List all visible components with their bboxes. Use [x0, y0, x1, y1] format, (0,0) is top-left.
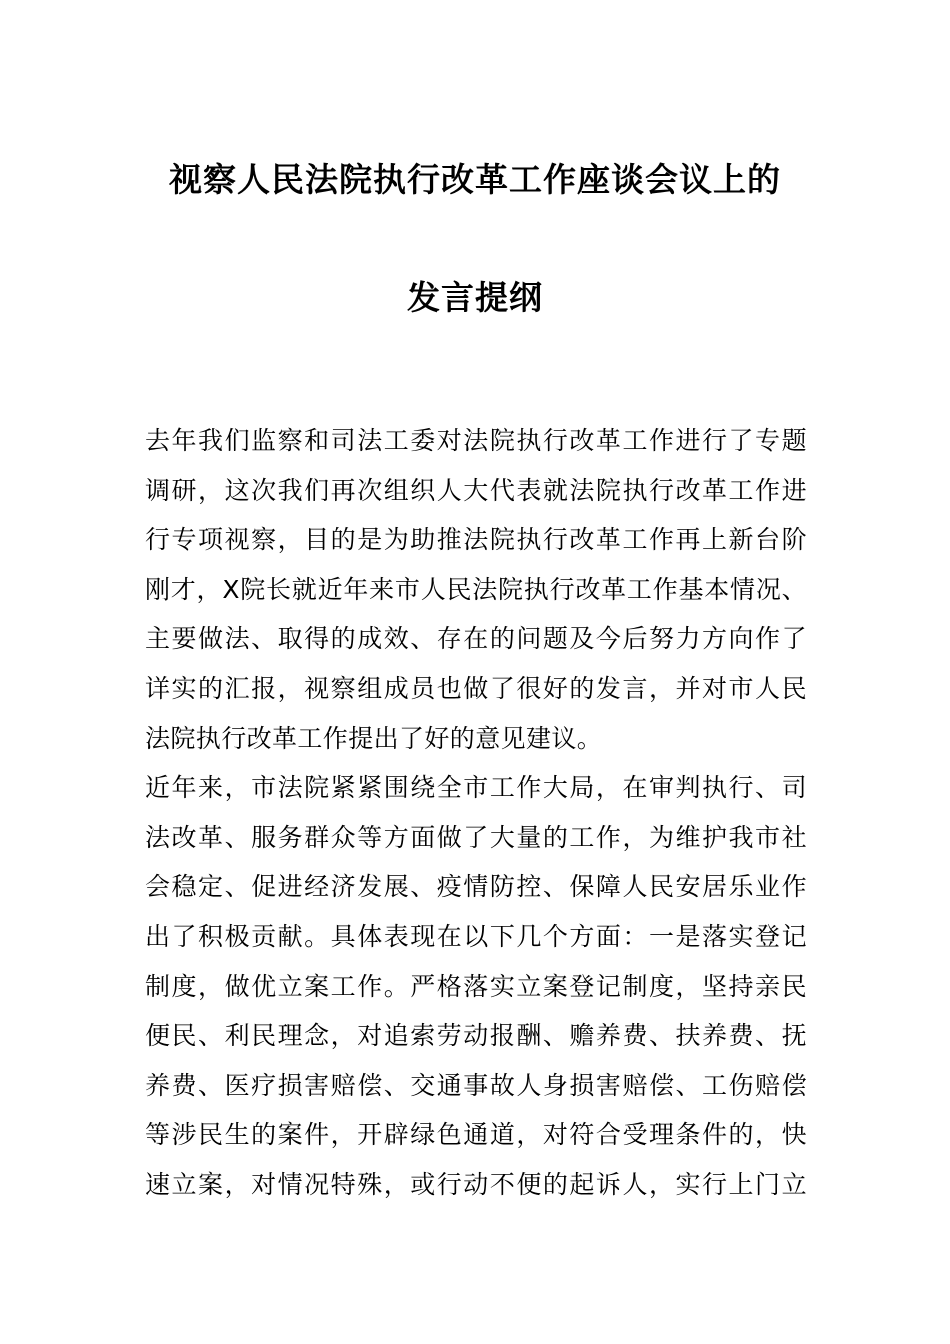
body-line: 出了积极贡献。具体表现在以下几个方面：一是落实登记 — [145, 921, 807, 951]
body-line: 会稳定、促进经济发展、疫情防控、保障人民安居乐业作 — [145, 872, 807, 902]
document-body — [145, 416, 807, 1210]
body-line: 法改革、服务群众等方面做了大量的工作，为维护我市社 — [145, 822, 807, 852]
body-line: 详实的汇报，视察组成员也做了很好的发言，并对市人民 — [145, 673, 807, 703]
body-line: 刚才，X院长就近年来市人民法院执行改革工作基本情况、 — [145, 574, 807, 604]
body-line: 制度，做优立案工作。严格落实立案登记制度，坚持亲民 — [145, 971, 807, 1001]
body-line: 行专项视察，目的是为助推法院执行改革工作再上新台阶 — [145, 525, 807, 555]
document-title-line-1: 视察人民法院执行改革工作座谈会议上的 — [169, 160, 781, 199]
body-line: 调研，这次我们再次组织人大代表就法院执行改革工作进 — [145, 475, 807, 505]
body-line: 法院执行改革工作提出了好的意见建议。 — [145, 723, 603, 753]
document-title-line-2: 发言提纲 — [407, 278, 543, 317]
body-line: 便民、利民理念，对追索劳动报酬、赡养费、扶养费、抚 — [145, 1021, 807, 1051]
body-line: 等涉民生的案件，开辟绿色通道，对符合受理条件的，快 — [145, 1120, 807, 1150]
body-line: 近年来，市法院紧紧围绕全市工作大局，在审判执行、司 — [145, 773, 807, 803]
body-line: 养费、医疗损害赔偿、交通事故人身损害赔偿、工伤赔偿 — [145, 1070, 807, 1100]
body-line: 去年我们监察和司法工委对法院执行改革工作进行了专题 — [145, 426, 807, 455]
body-line: 主要做法、取得的成效、存在的问题及今后努力方向作了 — [145, 624, 807, 654]
body-line: 速立案，对情况特殊，或行动不便的起诉人，实行上门立 — [145, 1169, 807, 1199]
